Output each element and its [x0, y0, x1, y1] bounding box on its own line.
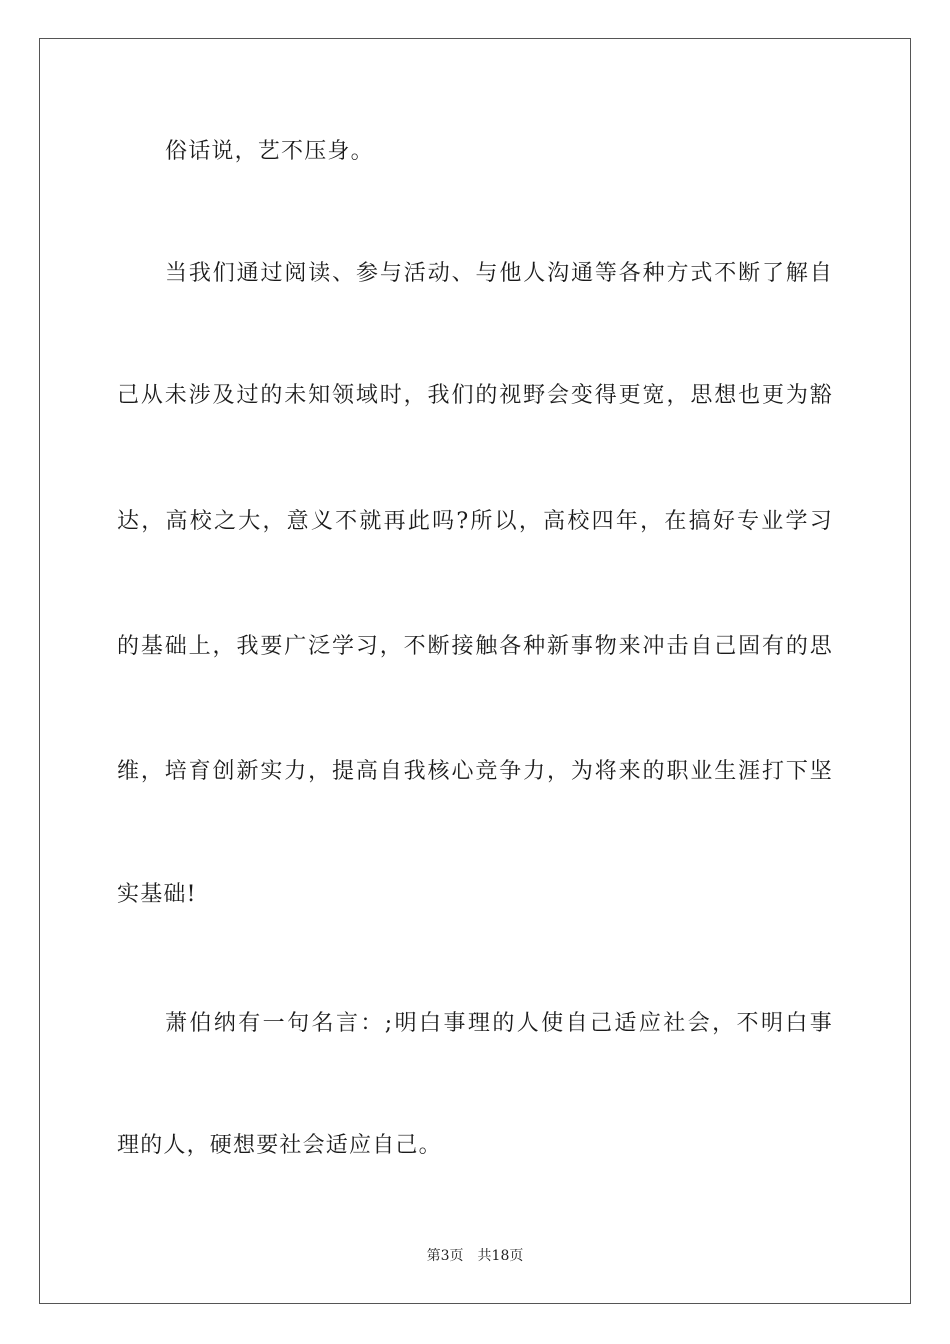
page-border: [39, 38, 911, 1304]
paragraph-line: 维，培育创新实力，提高自我核心竞争力，为将来的职业生涯打下坚: [117, 759, 833, 784]
total-pages: 共18页: [477, 1248, 524, 1264]
paragraph-line: 理的人，硬想要社会适应自己。: [117, 1133, 442, 1158]
paragraph-line: 俗话说，艺不压身。: [165, 139, 374, 164]
paragraph-line: 实基础!: [117, 882, 197, 907]
page-number: 第3页: [426, 1248, 464, 1264]
paragraph-line: 当我们通过阅读、参与活动、与他人沟通等各种方式不断了解自: [165, 261, 833, 286]
paragraph-line: 萧伯纳有一句名言：;明白事理的人使自己适应社会，不明白事: [165, 1011, 833, 1036]
paragraph-line: 的基础上，我要广泛学习，不断接触各种新事物来冲击自己固有的思: [117, 634, 833, 659]
paragraph-line: 达，高校之大，意义不就再此吗?所以，高校四年，在搞好专业学习: [117, 509, 833, 534]
paragraph-line: 己从未涉及过的未知领域时，我们的视野会变得更宽，思想也更为豁: [117, 383, 833, 408]
page-footer: [0, 1247, 950, 1265]
